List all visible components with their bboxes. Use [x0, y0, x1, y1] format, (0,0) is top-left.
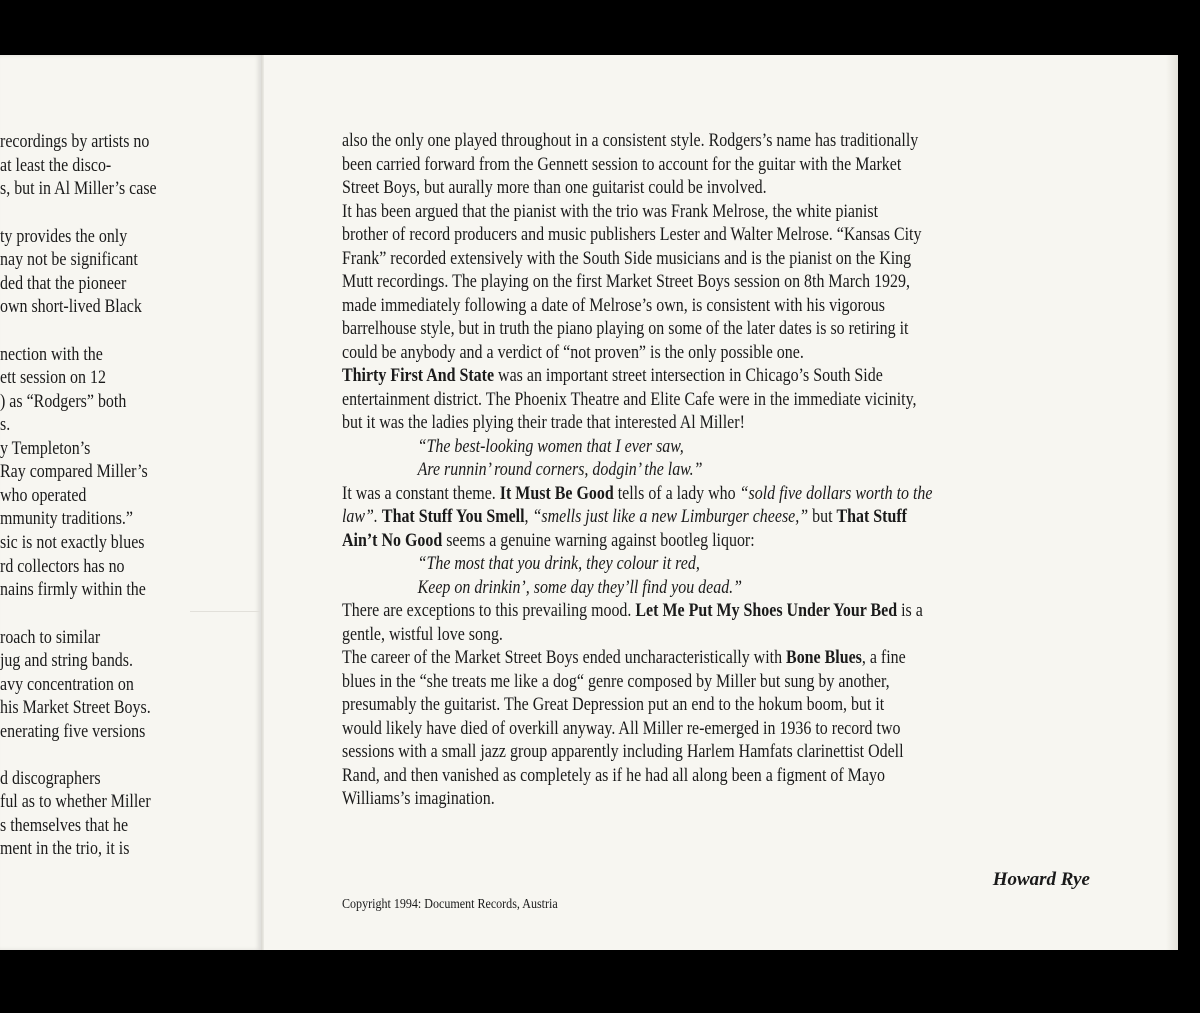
- left-page-line: rd collectors has no: [0, 556, 125, 577]
- left-page-line: ) as “Rodgers” both: [0, 391, 127, 412]
- text-run: is a: [897, 600, 923, 621]
- song-title: Bone Blues: [786, 647, 862, 668]
- lyric-line: [342, 552, 1090, 576]
- text-run: but it was the ladies plying their trade that interested Al Miller!: [342, 412, 745, 433]
- text-line: [342, 529, 1090, 553]
- text-run: There are exceptions to this prevailing mood.: [342, 600, 636, 621]
- left-page-line: who operated: [0, 485, 87, 506]
- left-page-line: nains firmly within the: [0, 579, 146, 600]
- text-line: [342, 223, 1090, 247]
- text-line: [342, 411, 1090, 435]
- quoted-lyric: law”.: [342, 506, 378, 527]
- text-run: Rand, and then vanished as completely as if he had all along been a figment of Mayo: [342, 764, 885, 786]
- text-run: presumably the guitarist. The Great Depression put an end to the hokum boom, but it: [342, 694, 885, 715]
- text-run: also the only one played throughout in a consistent style. Rodgers’s name has traditionally: [342, 130, 919, 151]
- left-page-line: ful as to whether Miller: [0, 791, 151, 812]
- text-line: [342, 294, 1090, 318]
- song-title: Thirty First And State: [342, 365, 495, 386]
- left-page-line: ett session on 12: [0, 367, 106, 388]
- text-line: [342, 153, 1090, 177]
- quoted-lyric: “sold five dollars worth to the: [739, 482, 933, 504]
- liner-notes-text: [342, 129, 1178, 811]
- text-run: seems a genuine warning against bootleg liquor:: [442, 529, 755, 551]
- text-run: , a fine: [861, 647, 906, 668]
- left-page-line: roach to similar: [0, 627, 101, 648]
- quoted-lyric: Are runnin’ round corners, dodgin’ the law.”: [417, 459, 703, 480]
- text-line: [342, 176, 1090, 200]
- left-page-line: enerating five versions: [0, 721, 146, 742]
- text-line: [342, 717, 1090, 741]
- left-page-line: Ray compared Miller’s: [0, 461, 148, 482]
- left-page-line: nection with the: [0, 344, 103, 365]
- song-title: It Must Be Good: [499, 482, 614, 504]
- song-title: Let Me Put My Shoes Under Your Bed: [635, 600, 898, 621]
- left-page-line: s themselves that he: [0, 815, 129, 836]
- left-page-line: y Templeton’s: [0, 438, 91, 459]
- text-line: [342, 787, 1090, 811]
- text-line: [342, 505, 1090, 529]
- text-line: [342, 341, 1090, 365]
- text-run: could be anybody and a verdict of “not proven” is the only possible one.: [342, 341, 804, 363]
- author-signature: Howard Rye: [992, 869, 1090, 890]
- text-run: gentle, wistful love song.: [342, 623, 503, 645]
- left-page-line: jug and string bands.: [0, 650, 133, 671]
- right-page: [264, 55, 1178, 950]
- text-line: [342, 482, 1090, 506]
- text-line: [342, 693, 1090, 717]
- text-run: but: [808, 506, 837, 527]
- text-line: [342, 388, 1090, 412]
- text-run: entertainment district. The Phoenix Theatre and Elite Cafe were in the immediate vicinity,: [342, 388, 917, 410]
- song-title: That Stuff You Smell: [381, 506, 525, 527]
- text-run: would likely have died of overkill anyway. All Miller re-emerged in 1936 to record two: [342, 717, 901, 739]
- left-page-line: s.: [0, 414, 11, 435]
- left-page-line: own short-lived Black: [0, 296, 142, 317]
- song-title: Ain’t No Good: [342, 529, 443, 551]
- lyric-line: [342, 576, 1090, 600]
- text-line: [342, 247, 1090, 271]
- text-line: [342, 764, 1090, 788]
- text-line: [342, 623, 1090, 647]
- text-run: Williams’s imagination.: [342, 788, 495, 809]
- left-page-line: his Market Street Boys.: [0, 697, 151, 718]
- text-run: Mutt recordings. The playing on the first Market Street Boys session on 8th March 1929,: [342, 271, 910, 292]
- text-run: The career of the Market Street Boys ended uncharacteristically with: [342, 647, 787, 668]
- left-page-line: d discographers: [0, 768, 101, 789]
- lyric-line: [342, 435, 1090, 459]
- quoted-lyric: “The most that you drink, they colour it red,: [417, 553, 700, 574]
- text-run: It was a constant theme.: [342, 482, 500, 504]
- text-line: [342, 317, 1090, 341]
- song-title: That Stuff: [836, 506, 908, 527]
- copyright-notice: Copyright 1994: Document Records, Austria: [342, 897, 558, 912]
- left-page-line: avy concentration on: [0, 674, 134, 695]
- left-page-line: nay not be significant: [0, 249, 138, 270]
- text-line: [342, 200, 1090, 224]
- left-page: [0, 55, 261, 950]
- text-line: [342, 129, 1090, 153]
- text-run: Street Boys, but aurally more than one guitarist could be involved.: [342, 177, 767, 198]
- text-run: brother of record producers and music publishers Lester and Walter Melrose. “Kansas City: [342, 224, 922, 245]
- text-run: was an important street intersection in Chicago’s South Side: [494, 365, 883, 386]
- text-run: sessions with a small jazz group apparently including Harlem Hamfats clarinettist Odell: [342, 741, 904, 762]
- left-page-line: sic is not exactly blues: [0, 532, 145, 553]
- text-run: It has been argued that the pianist with the trio was Frank Melrose, the white pianist: [342, 200, 879, 222]
- quoted-lyric: Keep on drinkin’, some day they’ll find you dead.”: [417, 576, 743, 598]
- text-line: [342, 364, 1090, 388]
- text-run: been carried forward from the Gennett session to account for the guitar with the Market: [342, 153, 902, 175]
- left-page-line: at least the disco-: [0, 155, 112, 176]
- lyric-line: [342, 458, 1090, 482]
- quoted-lyric: “smells just like a new Limburger cheese,”: [532, 506, 809, 527]
- text-run: barrelhouse style, but in truth the piano playing on some of the later dates is so retiring it: [342, 318, 909, 339]
- left-page-line: mmunity traditions.”: [0, 508, 133, 529]
- text-run: ,: [524, 506, 533, 527]
- text-run: made immediately following a date of Melrose’s own, is consistent with his vigorous: [342, 294, 886, 316]
- divider: [190, 611, 260, 612]
- text-line: [342, 599, 1090, 623]
- text-line: [342, 646, 1090, 670]
- text-line: [342, 670, 1090, 694]
- left-page-line: ment in the trio, it is: [0, 838, 130, 859]
- left-page-line: recordings by artists no: [0, 131, 150, 152]
- text-run: tells of a lady who: [613, 482, 740, 504]
- text-line: [342, 740, 1090, 764]
- left-page-line: ded that the pioneer: [0, 273, 127, 294]
- quoted-lyric: “The best-looking women that I ever saw,: [417, 435, 684, 457]
- left-page-line: s, but in Al Miller’s case: [0, 178, 157, 199]
- left-page-line: ty provides the only: [0, 226, 128, 247]
- text-run: blues in the “she treats me like a dog“ genre composed by Miller but sung by another,: [342, 670, 890, 692]
- text-line: [342, 270, 1090, 294]
- page-edge: [1166, 55, 1178, 950]
- text-run: Frank” recorded extensively with the South Side musicians and is the pianist on the King: [342, 247, 912, 269]
